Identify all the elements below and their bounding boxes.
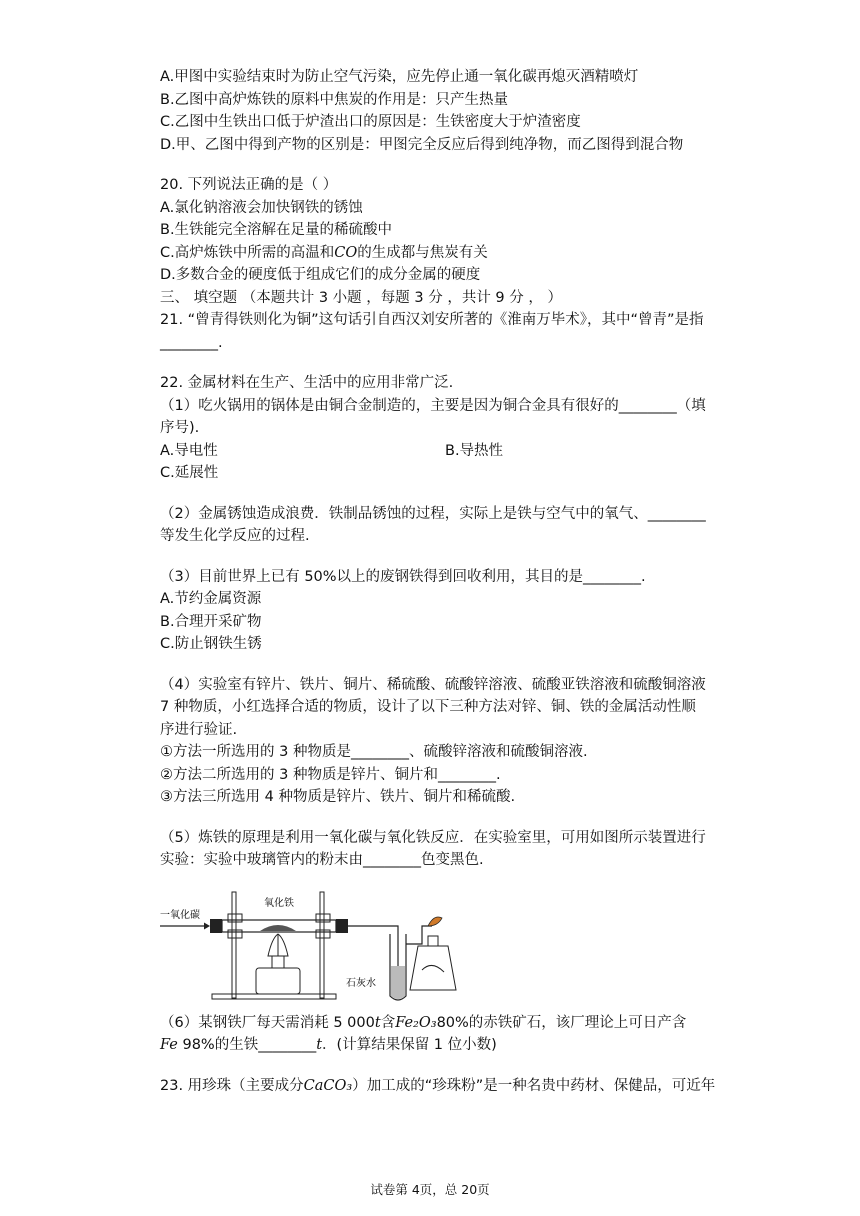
q20-option-d: D.多数合金的硬度低于组成它们的成分金属的硬度 (160, 267, 481, 283)
left-clamp-upper (228, 914, 242, 922)
q22-part4-method-1: ①方法一所选用的 3 种物质是________、硫酸锌溶液和硫酸铜溶液. (160, 744, 588, 760)
q22-part6-line-2 (160, 1034, 730, 1057)
q22-part1-options-row (160, 440, 730, 463)
right-clamp-lower (316, 930, 330, 938)
unit-t-1: t (374, 1014, 381, 1031)
second-burner-neck (428, 936, 438, 946)
q22-part6-text-5: ．(计算结果保留 1 位小数) (322, 1037, 497, 1053)
q22-part6-text-4: 98%的生铁________ (177, 1037, 317, 1053)
stand-base (212, 994, 336, 999)
q20-option-b: B.生铁能完全溶解在足量的稀硫酸中 (160, 222, 393, 238)
q22-part1-option-a: A.导电性 (160, 442, 218, 459)
q22-part3-option-a: A.节约金属资源 (160, 591, 262, 607)
q23-text-pre: 23. 用珍珠（主要成分 (160, 1077, 304, 1094)
iron-oxide-label: 氧化铁 (264, 897, 294, 909)
q22-part5-line-1: （5）炼铁的原理是利用一氧化碳与氧化铁反应．在实验室里，可用如图所示装置进行 (160, 829, 706, 846)
exhaust-flame (428, 917, 442, 926)
alcohol-burner (256, 968, 300, 994)
iron-oxide-powder (260, 925, 296, 931)
q22-part5-line-2: 实验：实验中玻璃管内的粉末由________色变黑色. (160, 852, 484, 868)
q22-part2-line-1: （2）金属锈蚀造成浪费．铁制品锈蚀的过程，实际上是铁与空气中的氧气、________ (160, 505, 706, 522)
second-alcohol-burner (410, 946, 456, 990)
fe-symbol: Fe (160, 1037, 178, 1053)
co-formula: CO (334, 244, 358, 261)
q22-part3-option-c: C.防止钢铁生锈 (160, 636, 262, 652)
unit-t-2: t (316, 1037, 323, 1053)
q22-part6-text-1: （6）某钢铁厂每天需消耗 5 000 (160, 1014, 375, 1031)
burner-wick (422, 965, 444, 972)
q22-part1-option-b: B.导热性 (445, 442, 504, 459)
q23-line-1 (160, 1075, 730, 1098)
q22-part4-line-2: 7 种物质，小红选择合适的物质，设计了以下三种方法对锌、铜、铁的金属活动性顺 (160, 699, 696, 715)
right-clamp-upper (316, 914, 330, 922)
q22-part1-line-1: （1）吃火锅用的锅体是由铜合金制造的，主要是因为铜合金具有很好的________（填 (160, 397, 706, 414)
caco3-formula: CaCO₃ (303, 1077, 353, 1094)
q23-text-post: ）加工成的“珍珠粉”是一种名贵中药材、保健品，可近年 (352, 1077, 716, 1094)
q22-part4-method-3: ③方法三所选用 4 种物质是锌片、铁片、铜片和稀硫酸. (160, 789, 516, 805)
q22-stem: 22. 金属材料在生产、生活中的应用非常广泛. (160, 375, 454, 391)
q22-part6-text-2: 含 (380, 1014, 396, 1031)
section-3-heading: 三、 填空题 （本题共计 3 小题 ，每题 3 分 ，共计 9 分 ， ） (160, 289, 562, 306)
q22-part6-line-1 (160, 1012, 730, 1035)
exam-page (160, 66, 730, 1097)
q22-part1-line-2: 序号). (160, 420, 200, 436)
arrow-head-icon (204, 922, 210, 929)
co-inlet-label: 一氧化碳 (160, 909, 200, 921)
q19-option-a: A.甲图中实验结束时为防止空气污染，应先停止通一氧化碳再熄灭酒精喷灯 (160, 69, 639, 85)
apparatus-drawing (160, 886, 460, 1006)
q21-line-1: 21. “曾青得铁则化为铜”这句话引自西汉刘安所著的《淮南万毕术》，其中“曾青”是指 (160, 312, 704, 328)
fe2o3-formula: Fe₂O₃ (395, 1014, 437, 1031)
limewater-label: 石灰水 (346, 977, 376, 989)
burner-neck (272, 956, 284, 968)
q22-part6-text-3: 80%的赤铁矿石，该厂理论上可日产含 (436, 1014, 687, 1031)
iron-smelting-apparatus-figure (160, 886, 460, 1006)
page-footer: 试卷第 4页，总 20页 (370, 1182, 490, 1197)
q20-c-text-post: 的生成都与焦炭有关 (357, 244, 488, 261)
q19-option-c: C.乙图中生铁出口低于炉渣出口的原因是：生铁密度大于炉渣密度 (160, 114, 581, 130)
limewater-liquid (391, 966, 405, 999)
q19-option-d: D.甲、乙图中得到产物的区别是：甲图完全反应后得到纯净物，而乙图得到混合物 (160, 136, 684, 153)
q22-part3-line-1: （3）目前世界上已有 50%以上的废钢铁得到回收利用，其目的是________. (160, 568, 646, 585)
q22-part4-method-2: ②方法二所选用的 3 种物质是锌片、铜片和________. (160, 766, 501, 783)
q20-c-text-pre: C.高炉炼铁中所需的高温和 (160, 244, 335, 261)
left-stopper (210, 919, 222, 933)
right-stopper (336, 919, 348, 933)
right-stand-rod (320, 892, 324, 998)
q20-option-a: A.氯化钠溶液会加快钢铁的锈蚀 (160, 199, 363, 216)
q21-line-2: ________. (160, 334, 223, 351)
q19-option-b: B.乙图中高炉炼铁的原料中焦炭的作用是：只产生热量 (160, 91, 509, 108)
q22-part3-option-b: B.合理开采矿物 (160, 613, 262, 630)
left-stand-rod (232, 892, 236, 998)
q22-part4-line-3: 序进行验证. (160, 721, 238, 738)
q22-part2-line-2: 等发生化学反应的过程. (160, 528, 310, 544)
left-clamp-lower (228, 930, 242, 938)
q20-option-c (160, 242, 730, 265)
q22-part4-line-1: （4）实验室有锌片、铁片、铜片、稀硫酸、硫酸锌溶液、硫酸亚铁溶液和硫酸铜溶液 (160, 676, 706, 693)
q20-stem: 20. 下列说法正确的是（ ） (160, 177, 338, 193)
q22-part1-option-c: C.延展性 (160, 465, 219, 481)
